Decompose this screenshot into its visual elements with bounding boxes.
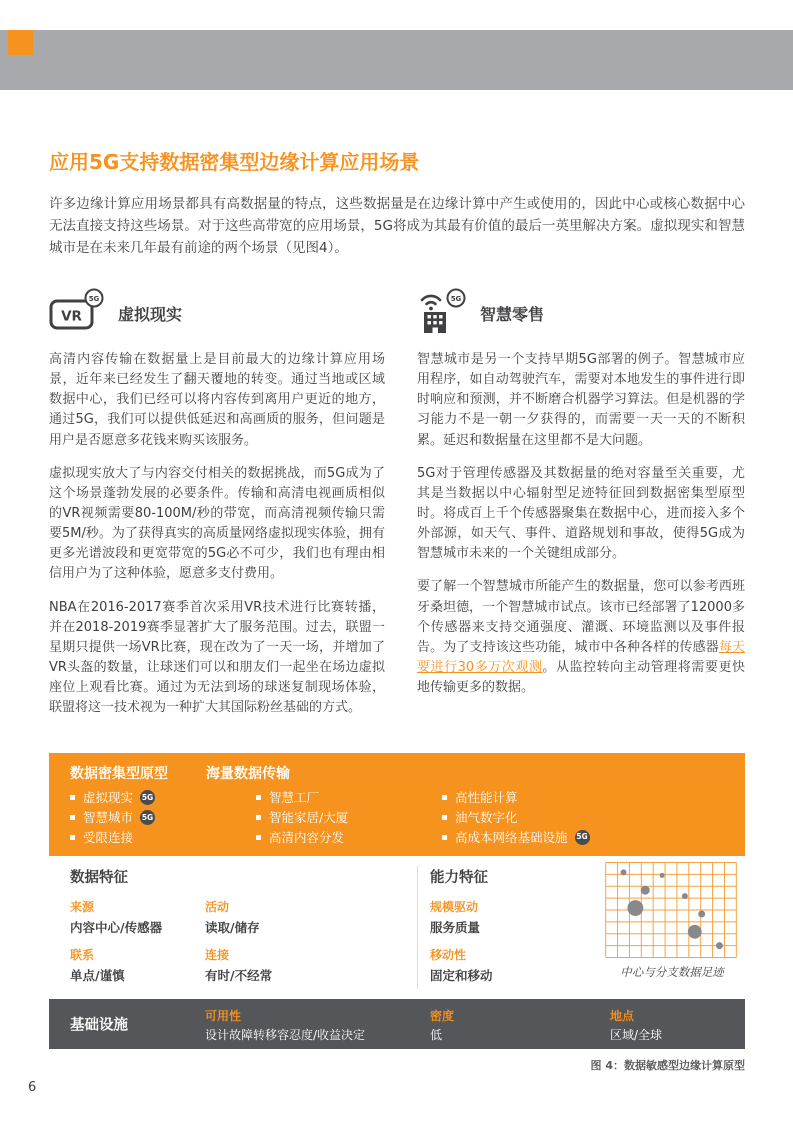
trait-value: 内容中心/传感器 <box>70 920 163 936</box>
legend-item <box>256 808 442 828</box>
square-bullet-icon <box>442 795 447 800</box>
hub-spoke-grid-graphic <box>605 862 738 963</box>
trait-cell <box>205 898 345 936</box>
infrastructure-value: 区域/全球 <box>610 1028 663 1043</box>
square-bullet-icon <box>442 815 447 820</box>
trait-cell <box>205 946 345 984</box>
retail-section-head <box>417 288 745 338</box>
infrastructure-value: 低 <box>430 1028 443 1043</box>
vr-icon-label: VR <box>61 308 82 325</box>
page-number: 6 <box>28 1080 37 1095</box>
retail-paragraph-3-text: 要了解一个智慧城市所能产生的数据量，您可以参考西班牙桑坦德，一个智慧城市试点。该市已经部署了12000多个传感器来支持交通强度、灌溉、环境监测以及事件报告。为了支持该这些功能，城市中各种各样的传感器 <box>417 579 745 655</box>
data-traits-title: 数据特征 <box>70 870 128 887</box>
figure-legend-columns <box>70 788 724 847</box>
trait-cell <box>70 898 210 936</box>
intro-paragraph: 许多边缘计算应用场景都具有高数据量的特点，这些数据量是在边缘计算中产生或使用的，因此中心或核心数据中心无法直接支持这些场景。对于这些高带宽的应用场景，5G将成为其最有价值的最后一英里解决方案。虚拟现实和智慧城市是在未来几年最有前途的两个场景（见图4）。 <box>49 196 745 256</box>
square-bullet-icon <box>256 835 261 840</box>
vr-section-head <box>49 288 385 338</box>
trait-label: 连接 <box>205 948 230 963</box>
legend-item-label: 油气数字化 <box>455 809 518 825</box>
retail-paragraph-3-tail: 。从监控转向主动管理将需要更快地传输更多的数据。 <box>417 659 745 696</box>
trait-value: 单点/谨慎 <box>70 968 125 984</box>
square-bullet-icon <box>70 815 75 820</box>
brand-corner-square <box>8 30 33 55</box>
square-bullet-icon <box>70 795 75 800</box>
trait-label: 移动性 <box>430 948 467 963</box>
square-bullet-icon <box>442 835 447 840</box>
infrastructure-cell <box>430 1007 454 1043</box>
trait-label: 联系 <box>70 948 95 963</box>
trait-label: 规模驱动 <box>430 900 479 915</box>
legend-item <box>442 788 590 808</box>
trait-cell <box>70 946 210 984</box>
legend-item-label: 受限连接 <box>83 829 134 845</box>
legend-item-label: 高成本网络基础设施 <box>455 829 568 845</box>
grid-graphic-caption: 中心与分支数据足迹 <box>620 965 724 980</box>
legend-column-2 <box>256 788 442 847</box>
capability-traits-title: 能力特征 <box>430 870 488 887</box>
infrastructure-label: 地点 <box>610 1009 635 1024</box>
trait-value: 服务质量 <box>430 920 481 936</box>
vertical-divider <box>417 866 418 989</box>
vr-section-title: 虚拟现实 <box>118 304 183 324</box>
infrastructure-value: 设计故障转移容忍度/收益决定 <box>205 1028 366 1043</box>
retail-paragraph-2: 5G对于管理传感器及其数据量的绝对容量至关重要，尤其是当数据以中心辐射型足迹特征回到数据密集型原型时。将成百上千个传感器聚集在数据中心，进而接入多个外部源，如天气、事件、道路规划和事故，使得5G成为智慧城市未来的一个关键组成部分。 <box>417 465 745 562</box>
svg-text:5G: 5G <box>88 295 100 303</box>
svg-text:5G: 5G <box>450 295 462 303</box>
retail-paragraph-1: 智慧城市是另一个支持早期5G部署的例子。智慧城市应用程序，如自动驾驶汽车，需要对本地发生的事件进行即时响应和预测，并不断磨合机器学习算法。但是机器的学习能力不是一朝一夕获得的，而需要一天一天的不断积累。延迟和数据量在这里都不是大问题。 <box>417 352 745 448</box>
smart-building-wifi-icon <box>417 288 467 338</box>
observations-link[interactable]: 每天要进行30多万次观测 <box>417 639 745 675</box>
infrastructure-label: 可用性 <box>205 1009 242 1024</box>
legend-item-label: 高性能计算 <box>455 790 518 805</box>
trait-cell <box>430 946 570 984</box>
legend-item-label: 智慧工厂 <box>269 790 320 805</box>
infrastructure-cell <box>205 1007 365 1043</box>
badge-5g: 5G <box>140 810 155 825</box>
trait-value: 有时/不经常 <box>205 968 273 984</box>
figure-archetype-title: 数据密集型原型 <box>70 766 168 782</box>
figure-header <box>49 753 745 856</box>
figure-archetype-subtitle: 海量数据传输 <box>206 766 290 782</box>
trait-value: 固定和移动 <box>430 968 493 984</box>
square-bullet-icon <box>256 815 261 820</box>
infrastructure-cell <box>610 1007 662 1043</box>
legend-item <box>70 828 256 848</box>
infrastructure-label: 密度 <box>430 1009 455 1024</box>
legend-item-label: 智慧城市 <box>83 809 134 825</box>
legend-column-1 <box>70 788 256 847</box>
figure-caption: 图 4：数据敏感型边缘计算原型 <box>590 1059 745 1073</box>
legend-item-label: 虚拟现实 <box>83 790 134 805</box>
vr-paragraph-1: 高清内容传输在数据量上是目前最大的边缘计算应用场景，近年来已经发生了翻天覆地的转变。通过当地或区域数据中心，我们已经可以将内容传到离用户更近的地方，通过5G，我们可以提供低延迟和高画质的服务，但问题是用户是否愿意多花钱来购买该服务。 <box>49 352 385 448</box>
infrastructure-title: 基础设施 <box>70 1017 128 1034</box>
legend-column-3 <box>442 788 590 847</box>
vr-headset-icon <box>49 288 105 338</box>
legend-item <box>442 808 590 828</box>
trait-value: 读取/储存 <box>205 920 260 936</box>
legend-item <box>256 828 442 848</box>
section-smart-retail <box>417 288 745 711</box>
legend-item <box>256 788 442 808</box>
badge-5g: 5G <box>575 830 590 845</box>
trait-label: 来源 <box>70 900 95 915</box>
figure-infrastructure-bar <box>49 999 745 1049</box>
vr-paragraph-3: NBA在2016-2017赛季首次采用VR技术进行比赛转播，并在2018-2019赛季显著扩大了服务范围。过去，联盟一星期只提供一场VR比赛，现在改为了一天一场，并增加了VR头盔的数量，让球迷们可以和朋友们一起坐在场边虚拟座位上观看比赛。通过为无法到场的球迷复制现场体验，联盟将这一技术视为一种扩大其国际粉丝基础的方式。 <box>49 599 385 716</box>
retail-section-title: 智慧零售 <box>480 304 545 324</box>
figure-title-row <box>70 763 724 783</box>
legend-item <box>442 828 590 848</box>
legend-item-label: 智能家居/大厦 <box>269 809 349 825</box>
figure-4 <box>49 753 745 1073</box>
retail-paragraph-3 <box>417 577 745 698</box>
square-bullet-icon <box>70 835 75 840</box>
section-virtual-reality <box>49 288 385 731</box>
square-bullet-icon <box>256 795 261 800</box>
page-title: 应用5G支持数据密集型边缘计算应用场景 <box>49 150 420 174</box>
vr-paragraph-2: 虚拟现实放大了与内容交付相关的数据挑战，而5G成为了这个场景蓬勃发展的必要条件。传输和高清电视画质相似的VR视频需要80-100M/秒的带宽，而高清视频传输只需要5M/秒。为了获得真实的高质量网络虚拟现实体验，拥有更多光谱波段和更宽带宽的5G必不可少，我们也有理由相信用户为了这种体验，愿意多支付费用。 <box>49 465 385 582</box>
badge-5g: 5G <box>140 790 155 805</box>
legend-item-label: 高清内容分发 <box>269 829 345 845</box>
trait-cell <box>430 898 570 936</box>
figure-body <box>49 856 745 999</box>
legend-item <box>70 788 256 808</box>
top-banner <box>0 30 793 90</box>
legend-item <box>70 808 256 828</box>
trait-label: 活动 <box>205 900 230 915</box>
